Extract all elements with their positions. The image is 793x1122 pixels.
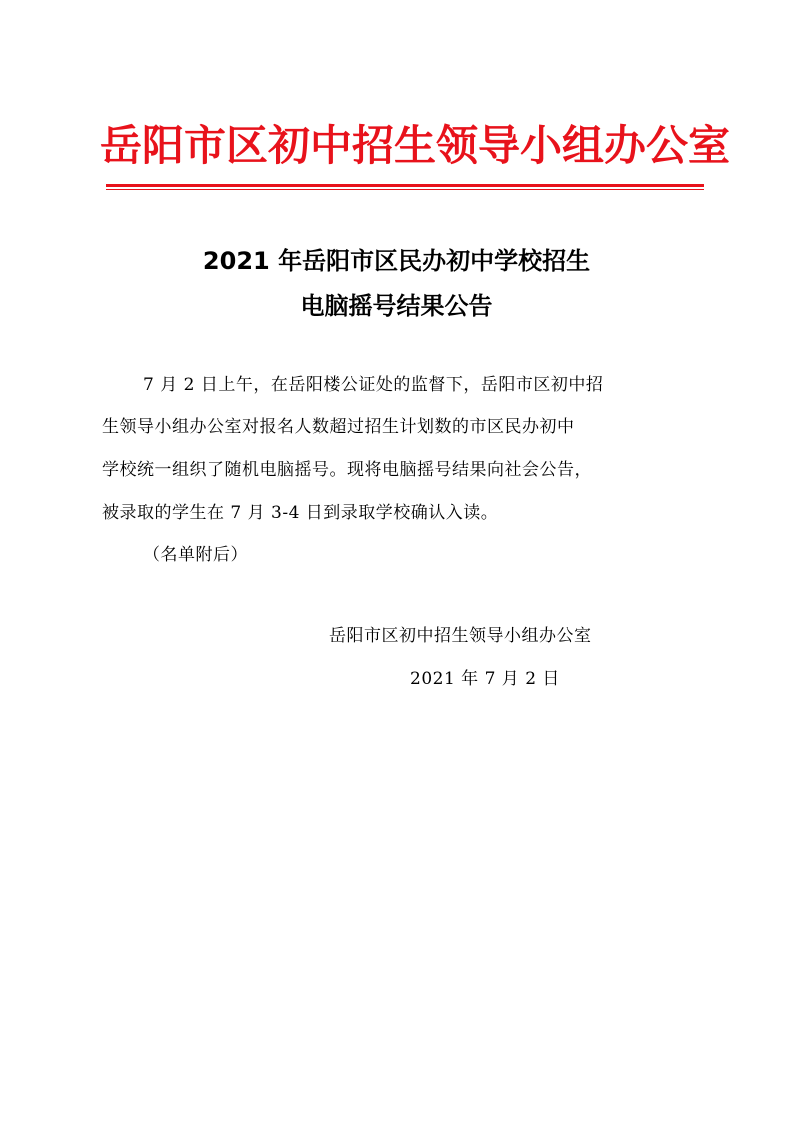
letterhead-rule-thin [106,189,704,190]
document-title-line-2: 电脑摇号结果公告 [300,292,493,320]
document-title-line-1: 2021 年岳阳市区民办初中学校招生 [202,247,591,275]
body-paragraph-line-1: 7 月 2 日上午，在岳阳楼公证处的监督下，岳阳市区初中招 [143,375,604,395]
body-paragraph-line-4: 被录取的学生在 7 月 3-4 日到录取学校确认入读。 [102,503,499,523]
attachment-note: （名单附后） [143,545,248,565]
body-paragraph-line-3: 学校统一组织了随机电脑摇号。现将电脑摇号结果向社会公告， [102,460,592,480]
letterhead-title: 岳阳市区初中招生领导小组办公室 [100,121,731,170]
letterhead-rule-thick [106,184,704,187]
signature-organization: 岳阳市区初中招生领导小组办公室 [329,626,592,646]
body-paragraph-line-2: 生领导小组办公室对报名人数超过招生计划数的市区民办初中 [102,417,575,437]
signature-date: 2021 年 7 月 2 日 [410,669,560,689]
